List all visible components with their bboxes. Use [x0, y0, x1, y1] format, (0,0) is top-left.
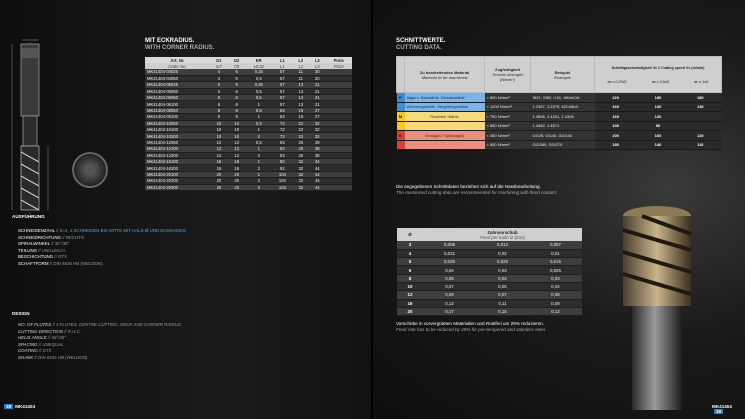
table-cell: 0,5	[245, 120, 272, 126]
cutting-speed: 110	[679, 140, 721, 150]
feature-label: SCHNEIDENZAHL	[18, 228, 55, 233]
table-cell: 32	[309, 120, 325, 126]
feature-line	[18, 342, 181, 349]
cutting-speed: 130	[637, 102, 679, 112]
tensile-strength: < 850 N/mm²	[485, 121, 531, 131]
features-heading-de: AUSFÜHRUNG	[12, 214, 45, 219]
table-cell: 22	[293, 133, 309, 139]
table-cell: 32	[309, 133, 325, 139]
cutting-speed: 160	[595, 112, 637, 122]
feed-value: 0,01	[529, 249, 582, 257]
material-group-marker: M	[397, 112, 405, 122]
feed-value: 0,022	[423, 249, 476, 257]
table-cell: 10	[228, 133, 245, 139]
feature-value: // 36°/38°	[47, 335, 67, 341]
tensile-strength: < 900 N/mm²	[485, 140, 531, 150]
feature-line	[18, 322, 181, 329]
feed-value: 0,04	[423, 266, 476, 274]
table-cell: 72	[272, 127, 292, 133]
diameter: 5	[397, 258, 423, 266]
table-cell: 13	[293, 95, 309, 101]
table-cell: 44	[309, 178, 325, 184]
article-col-header: Preis	[326, 57, 352, 63]
cutting-row	[397, 140, 722, 150]
article-number: MK41404-10200	[145, 133, 210, 139]
feature-line	[18, 248, 186, 255]
table-cell: 21	[309, 88, 325, 94]
table-cell: 6	[228, 88, 245, 94]
table-cell: 32	[293, 178, 309, 184]
article-number: MK41404-05025	[145, 82, 210, 88]
table-cell: 44	[309, 171, 325, 177]
diameter: 6	[397, 266, 423, 274]
article-number: MK41404-12200	[145, 152, 210, 158]
feature-label: BESCHICHTUNG	[18, 254, 54, 260]
feed-value: 0,02	[476, 249, 529, 257]
tensile-strength: < 1200 N/mm²	[485, 102, 531, 112]
feature-line	[18, 329, 181, 336]
tensile-strength: < 450 N/mm²	[485, 131, 531, 141]
feature-label: NO. OF FLUTES	[18, 322, 52, 327]
article-number: MK41404-16100	[145, 158, 210, 164]
page-fold	[371, 0, 373, 419]
features-list-de	[18, 228, 186, 268]
table-cell: 11	[293, 69, 309, 75]
table-cell: 6	[228, 69, 245, 75]
table-cell: 2	[245, 133, 272, 139]
feed-value: 0,09	[529, 299, 582, 307]
feature-value: // R.H.C.	[64, 328, 81, 334]
features-list-en	[18, 322, 181, 362]
table-cell	[326, 184, 352, 190]
cutting-speed: 180	[595, 140, 637, 150]
table-cell: 12	[210, 146, 228, 152]
feed-value: 0,04	[476, 274, 529, 282]
feed-value: 0,05	[423, 274, 476, 282]
cutting-header-row: Zu bearbeitendes Material Material to be machined Zugfestigkeit Tensile strength (N/mm²) Beispiel Example Schnittgeschwindigkeit Vc // Cutting speed Vc (m/min) ae ≤ 0,25xD ae ≤ 0,5xD ae ≤ 1xD	[397, 57, 722, 93]
table-cell: 10	[210, 133, 228, 139]
table-cell: 4	[210, 69, 228, 75]
table-cell: 8	[210, 114, 228, 120]
table-cell: 1	[245, 171, 272, 177]
material-name: Allgem. Baustähle, Einsatzstähle	[405, 93, 485, 103]
article-number: MK41404-20300	[145, 184, 210, 190]
table-cell: 21	[309, 82, 325, 88]
feature-value: // 36°/38°	[51, 241, 70, 247]
article-col-header: D2	[228, 57, 245, 63]
feature-line	[18, 235, 186, 242]
table-cell: 19	[293, 107, 309, 113]
feature-label: TEILUNG	[18, 247, 38, 253]
table-cell: 21	[309, 101, 325, 107]
feature-label: SCHAFTFORM	[18, 260, 49, 266]
feed-value: 0,07	[423, 282, 476, 290]
table-cell: 44	[309, 158, 325, 164]
table-cell: 26	[293, 139, 309, 145]
feed-value: 0,03	[476, 266, 529, 274]
feed-value: 0,13	[423, 299, 476, 307]
feed-value: 0,03	[529, 274, 582, 282]
cutting-speed: 80	[637, 121, 679, 131]
table-cell: 63	[272, 107, 292, 113]
table-cell: 1	[245, 101, 272, 107]
table-cell: 6	[228, 82, 245, 88]
table-cell: 20	[309, 75, 325, 81]
table-cell: 13	[293, 82, 309, 88]
table-cell: 57	[272, 69, 292, 75]
cutting-speed: 220	[595, 93, 637, 103]
table-cell: 57	[272, 101, 292, 107]
article-col-header: L2	[293, 57, 309, 63]
feed-table: Ø Zahnvorschub Feed per tooth fz (mm) 3 0,008 0,012 0,007 4 0,022 0,02 0,01 5 0,025 0,025 0,015 6 0,04 0,03 0,025 8 0,05 0,04 0,03 10 0,07 0,05 0,04 12 0,09 0,07 0,06 16 0,13 0,11 0,09 20 0,17 0,15 0,12	[397, 228, 582, 316]
table-cell: 44	[309, 184, 325, 190]
cutting-speed: 160	[595, 102, 637, 112]
table-cell: 6	[228, 101, 245, 107]
table-cell: 83	[272, 139, 292, 145]
table-cell: 12	[228, 152, 245, 158]
article-number: MK41404-20100	[145, 171, 210, 177]
feature-label: COATING	[18, 348, 38, 354]
table-cell: 3	[245, 184, 272, 190]
table-cell: 32	[293, 171, 309, 177]
table-row	[397, 282, 582, 290]
table-cell: 32	[293, 165, 309, 171]
cutting-row	[397, 131, 722, 141]
feature-value: // GTX	[38, 348, 52, 354]
cutting-speed: 140	[637, 140, 679, 150]
table-cell: 0,5	[245, 107, 272, 113]
feature-value: // DIN 6535 HB (WELDON)	[34, 354, 88, 360]
feature-line	[18, 261, 186, 268]
table-cell: 27	[309, 114, 325, 120]
table-cell: 1	[245, 127, 272, 133]
table-cell: 2	[245, 152, 272, 158]
diameter: 3	[397, 241, 423, 249]
table-cell: 6	[228, 95, 245, 101]
table-cell: 92	[272, 165, 292, 171]
table-cell: 20	[228, 171, 245, 177]
article-number: MK41404-08100	[145, 114, 210, 120]
table-cell: 92	[272, 158, 292, 164]
table-cell: 16	[210, 165, 228, 171]
article-col-subheader: h9	[228, 63, 245, 69]
table-cell: 104	[272, 184, 292, 190]
feed-value: 0,015	[529, 258, 582, 266]
table-cell: 72	[272, 120, 292, 126]
table-cell: 20	[210, 178, 228, 184]
material-example: 1.4006, 1.4301, 1.4305	[531, 112, 595, 122]
material-example: 1.2367, 1.2379, 42CrMo4	[531, 102, 595, 112]
article-number: MK41404-04025	[145, 69, 210, 75]
table-cell: 26	[293, 152, 309, 158]
feature-value: // DIN 6535 HB (WELDON)	[49, 260, 103, 266]
table-cell: 22	[293, 120, 309, 126]
article-col-header: Art. Nr.	[145, 57, 210, 63]
article-number: MK41404-10050	[145, 120, 210, 126]
feed-note: Vorschübe in vorvergüteten Materialien und Rostfrei um 25% reduzieren. Feed rate has to be reduced by 25% for pre-tempered and stainless steel.	[396, 321, 547, 333]
feed-value: 0,012	[476, 241, 529, 249]
table-cell: 1	[245, 158, 272, 164]
table-cell: 83	[272, 152, 292, 158]
feed-value: 0,025	[529, 266, 582, 274]
table-cell: 0,25	[245, 69, 272, 75]
table-cell: 26	[293, 146, 309, 152]
table-row	[397, 249, 582, 257]
cutting-speed: 120	[679, 131, 721, 141]
material-group-marker: P	[397, 93, 405, 103]
material-name	[405, 121, 485, 131]
article-number: MK41404-12050	[145, 139, 210, 145]
table-cell: 12	[228, 146, 245, 152]
table-cell: 63	[272, 114, 292, 120]
table-cell: 1	[245, 146, 272, 152]
table-row	[397, 307, 582, 315]
cutting-row	[397, 93, 722, 103]
tensile-strength: < 800 N/mm²	[485, 93, 531, 103]
diameter: 20	[397, 307, 423, 315]
table-cell: 2	[245, 165, 272, 171]
feature-value: // Z=4, 2 SCHNEIDEN BIS MITTE MIT HALS-Ø UND ECKRADIUS	[56, 228, 186, 233]
table-cell: 20	[228, 178, 245, 184]
article-number: MK41404-04050	[145, 75, 210, 81]
table-cell: 4	[210, 75, 228, 81]
material-example: 1.4462, 1.4571	[531, 121, 595, 131]
tensile-strength: < 750 N/mm²	[485, 112, 531, 122]
article-col-subheader: L2	[293, 63, 309, 69]
table-cell: 10	[228, 127, 245, 133]
article-col-header: L3	[309, 57, 325, 63]
feature-label: SPACING	[18, 341, 38, 347]
material-group-marker	[397, 102, 405, 112]
table-cell: 0,25	[245, 82, 272, 88]
table-cell: 83	[272, 146, 292, 152]
feed-value: 0,05	[476, 282, 529, 290]
feature-line	[18, 254, 186, 261]
table-cell: 8	[228, 114, 245, 120]
feature-line	[18, 355, 181, 362]
table-row	[397, 291, 582, 299]
table-cell: 38	[309, 139, 325, 145]
diameter: 12	[397, 291, 423, 299]
feature-value: // UNGLEICH	[38, 247, 65, 253]
table-cell: 5	[210, 88, 228, 94]
table-cell: 20	[210, 171, 228, 177]
feature-line	[18, 228, 186, 235]
table-cell: 27	[309, 107, 325, 113]
material-name: Grauguß / Sphäroguß	[405, 131, 485, 141]
table-row	[397, 258, 582, 266]
table-cell: 6	[228, 75, 245, 81]
feature-label: SHANK	[18, 354, 34, 360]
feature-label: HELIX ANGLE	[18, 335, 47, 341]
feature-label: CUTTING DIRECTION	[18, 328, 63, 334]
feature-label: SPIRALWINKEL	[18, 241, 50, 247]
material-group-marker: K	[397, 131, 405, 141]
table-cell: 2	[245, 178, 272, 184]
table-cell: 32	[309, 127, 325, 133]
feed-value: 0,07	[476, 291, 529, 299]
material-name: Rostfreie Stähle	[405, 112, 485, 122]
table-cell: 72	[272, 133, 292, 139]
table-cell: 13	[293, 101, 309, 107]
feature-value: // 4 FLUTES, CENTRE CUTTING, NECK AND CORNER RADIUS	[52, 322, 181, 327]
cutting-speed: 180	[679, 93, 721, 103]
article-col-subheader: L3	[309, 63, 325, 69]
cutting-speed: 130	[679, 102, 721, 112]
table-cell: 104	[272, 171, 292, 177]
table-cell: 20	[210, 184, 228, 190]
table-cell: 0,5	[245, 75, 272, 81]
table-cell: 1	[245, 114, 272, 120]
table-cell: 16	[228, 165, 245, 171]
material-group-marker	[397, 140, 405, 150]
table-cell: 57	[272, 75, 292, 81]
table-row	[397, 274, 582, 282]
material-example: GG25, GG40, GGG40	[531, 131, 595, 141]
material-example: St37, St52, C15, 16MnCr5	[531, 93, 595, 103]
article-col-subheader: ±0,02	[245, 63, 272, 69]
article-number: MK41404-16200	[145, 165, 210, 171]
table-cell: 32	[293, 184, 309, 190]
feed-value: 0,11	[476, 299, 529, 307]
feed-value: 0,007	[529, 241, 582, 249]
article-number: MK41404-20200	[145, 178, 210, 184]
table-cell: 10	[228, 120, 245, 126]
feed-value: 0,008	[423, 241, 476, 249]
feature-line	[18, 348, 181, 355]
table-cell: 0,5	[245, 139, 272, 145]
table-cell: 12	[210, 139, 228, 145]
table-cell: 38	[309, 146, 325, 152]
table-cell: 0,5	[245, 88, 272, 94]
article-table	[145, 57, 352, 191]
cutting-speed: 200	[595, 131, 637, 141]
page-number-left: 18 MK41404	[6, 404, 36, 409]
feed-value: 0,04	[529, 282, 582, 290]
article-col-subheader: Price	[326, 63, 352, 69]
table-cell: 20	[228, 184, 245, 190]
tool-technical-drawing	[8, 38, 52, 218]
table-cell: 11	[293, 75, 309, 81]
table-cell: 13	[293, 88, 309, 94]
feature-line	[18, 241, 186, 248]
table-cell: 32	[293, 158, 309, 164]
table-cell: 8	[210, 107, 228, 113]
article-col-header: D1	[210, 57, 228, 63]
feed-value: 0,06	[529, 291, 582, 299]
table-cell: 20	[309, 69, 325, 75]
feature-label: SCHNEIDRICHTUNG	[18, 234, 61, 240]
article-number: MK41404-08050	[145, 107, 210, 113]
feed-value: 0,025	[476, 258, 529, 266]
article-number: MK41404-10100	[145, 127, 210, 133]
cutting-row	[397, 102, 722, 112]
article-table-title: MIT ECKRADIUS. WITH CORNER RADIUS.	[145, 38, 215, 51]
table-cell: 57	[272, 88, 292, 94]
table-cell: 57	[272, 95, 292, 101]
table-cell: 12	[210, 152, 228, 158]
table-cell: 10	[210, 127, 228, 133]
material-group-marker	[397, 121, 405, 131]
cutting-speed: 120	[637, 112, 679, 122]
cutting-speed: 100	[595, 121, 637, 131]
table-row	[145, 184, 352, 190]
article-number: MK41404-06100	[145, 101, 210, 107]
table-cell: 10	[210, 120, 228, 126]
feed-value: 0,025	[423, 258, 476, 266]
table-cell: 104	[272, 178, 292, 184]
material-name	[405, 140, 485, 150]
table-cell: 12	[228, 139, 245, 145]
table-cell: 21	[309, 95, 325, 101]
table-cell: 16	[228, 158, 245, 164]
table-cell: 22	[293, 127, 309, 133]
cutting-speed: 160	[637, 131, 679, 141]
article-number: MK41404-05050	[145, 88, 210, 94]
table-cell: 16	[210, 158, 228, 164]
table-cell: 5	[210, 82, 228, 88]
table-cell: 8	[228, 107, 245, 113]
cutting-data-title: SCHNITTWERTE. CUTTING DATA.	[396, 38, 446, 51]
table-cell: 57	[272, 82, 292, 88]
table-cell: 38	[309, 152, 325, 158]
cutting-row	[397, 112, 722, 122]
material-example: GGG60, GGG70	[531, 140, 595, 150]
feed-value: 0,12	[529, 307, 582, 315]
tool-end-view-icon	[72, 152, 108, 188]
article-col-header: ER	[245, 57, 272, 63]
feed-value: 0,15	[476, 307, 529, 315]
diameter: 10	[397, 282, 423, 290]
diameter: 8	[397, 274, 423, 282]
feature-value: // RECHTS	[62, 234, 84, 240]
table-cell: 44	[309, 165, 325, 171]
cutting-data-table	[396, 56, 722, 150]
end-mill-photo	[602, 200, 712, 410]
feature-line	[18, 335, 181, 342]
feature-value: // GTX	[54, 254, 68, 260]
cutting-speed	[679, 112, 721, 122]
article-number: MK41404-06050	[145, 95, 210, 101]
diameter: 16	[397, 299, 423, 307]
table-cell: 6	[210, 101, 228, 107]
article-col-header: L1	[272, 57, 292, 63]
cutting-speed	[679, 121, 721, 131]
page-number-right: MK4140419	[712, 404, 732, 414]
article-number: MK41404-12100	[145, 146, 210, 152]
cutting-note: Die angegebenen Schnittdaten beziehen sich auf die Nassbearbeitung. The mentioned cutting data are recommended for machining with flood coolant.	[396, 184, 558, 196]
table-row	[397, 241, 582, 249]
feature-value: // UNEQUAL	[38, 341, 64, 347]
table-cell: 6	[210, 95, 228, 101]
table-cell: 0,5	[245, 95, 272, 101]
material-name: Werkzeugstähle, Vergütungsstähle	[405, 102, 485, 112]
cutting-row	[397, 121, 722, 131]
article-col-subheader: m7	[210, 63, 228, 69]
article-col-subheader: Order No.	[145, 63, 210, 69]
cutting-speed: 180	[637, 93, 679, 103]
diameter: 4	[397, 249, 423, 257]
table-cell: 19	[293, 114, 309, 120]
feed-value: 0,09	[423, 291, 476, 299]
features-heading-en: DESIGN	[12, 311, 30, 316]
table-row	[397, 299, 582, 307]
feed-value: 0,17	[423, 307, 476, 315]
table-row	[397, 266, 582, 274]
article-col-subheader: L1	[272, 63, 292, 69]
